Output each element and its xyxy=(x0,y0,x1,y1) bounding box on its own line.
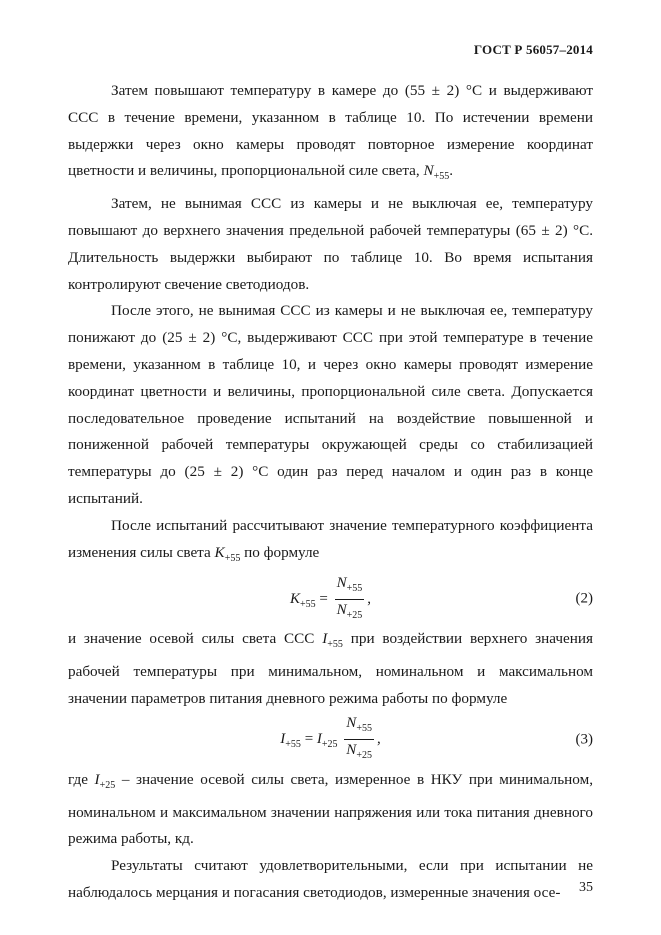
paragraph-2: Затем, не вынимая ССС из камеры и не выключая ее, температуру повышают до верхнего значения предельной рабочей температуры (65 ± 2) °С. Длительность выдержки выбирают по таблице 10. Во время испытания контролируют свечение светодиодов. xyxy=(68,195,593,293)
formula-3-number: (3) xyxy=(575,731,593,748)
paragraph-5 xyxy=(68,626,593,712)
var-i25-sub: +25 xyxy=(99,779,116,791)
var-i-sub: +55 xyxy=(327,639,343,651)
f2-fraction xyxy=(335,574,365,625)
f3-coef-var: I xyxy=(316,731,322,748)
paragraph-1-end: . xyxy=(449,162,454,180)
var-k: K xyxy=(214,543,225,561)
var-k-sub: +55 xyxy=(224,552,241,564)
f3-denominator xyxy=(344,740,374,765)
paragraph-4-tail: по формуле xyxy=(244,543,320,561)
f3-fraction xyxy=(344,714,374,765)
paragraph-6-lead: где xyxy=(68,770,88,788)
var-i: I xyxy=(322,630,328,648)
f3-num-var: N xyxy=(346,715,357,732)
f2-comma: , xyxy=(367,590,372,607)
paragraph-1-text: Затем повышают температуру в камере до (55 ± 2) °С и выдерживают ССС в течение времени, указанном в таблице 10. По истечении времени выдержки через окно камеры проводят повторное измерение координат цветности и величины, пропорциональной силе света, xyxy=(68,82,593,180)
paragraph-6-text: – значение осевой силы света, измеренное в НКУ при минимальном, номинальном и максимальном значении напряжения или тока питания дневного режима работы, кд. xyxy=(68,770,594,848)
f2-lhs-var: K xyxy=(289,590,300,607)
paragraph-5-tail: при воздействии верхнего значения рабочей температуры при минимальном, номинальном и максимальном значении параметров питания дневного режима работы по формуле xyxy=(68,630,593,708)
formula-3-expression xyxy=(280,714,380,765)
f3-den-var: N xyxy=(346,742,357,759)
formula-2-number: (2) xyxy=(575,590,593,607)
f3-numerator xyxy=(344,714,374,740)
f2-den-sub: +25 xyxy=(346,609,363,621)
f3-coef-sub: +25 xyxy=(321,739,338,751)
var-n: N xyxy=(423,162,434,180)
var-n-sub: +55 xyxy=(433,171,450,183)
var-i25: I xyxy=(94,770,100,788)
f3-lhs-var: I xyxy=(280,731,286,748)
paragraph-4 xyxy=(68,513,593,573)
f3-equals: = xyxy=(304,731,314,748)
formula-2 xyxy=(68,572,593,626)
document-body xyxy=(68,78,593,907)
paragraph-3: После этого, не вынимая ССС из камеры и не выключая ее, температуру понижают до (25 ± 2) °С, выдерживают ССС при этой температуре в течение времени, указанном в таблице 10, и через окно камеры проводят измерение координат цветности и величины, пропорциональной силе света. Допускается последовательное проведение испытаний на воздействие повышенной и пониженной рабочей температуры окружающей среды со стабилизацией температуры до (25 ± 2) °С один раз перед началом и один раз в конце испытаний. xyxy=(68,302,593,507)
f2-lhs-sub: +55 xyxy=(300,598,316,610)
paragraph-1 xyxy=(68,78,593,191)
f2-num-sub: +55 xyxy=(346,582,363,594)
f2-den-var: N xyxy=(336,601,347,618)
f2-denominator xyxy=(335,600,365,625)
formula-2-expression xyxy=(290,574,371,625)
paragraph-6 xyxy=(68,767,593,853)
f2-equals: = xyxy=(319,590,328,607)
page-number: 35 xyxy=(579,880,593,895)
f2-num-var: N xyxy=(336,574,347,591)
paragraph-5-text: и значение осевой силы света ССС xyxy=(68,630,315,648)
f3-den-sub: +25 xyxy=(356,750,372,762)
f2-numerator xyxy=(335,574,365,600)
paragraph-7: Результаты считают удовлетворительными, если при испытании не наблюдалось мерцания и погасания светодиодов, измеренные значения осе- xyxy=(68,857,593,902)
document-header: ГОСТ Р 56057–2014 xyxy=(473,42,593,57)
f3-comma: , xyxy=(376,731,381,748)
f3-num-sub: +55 xyxy=(356,723,372,735)
f3-lhs-sub: +55 xyxy=(285,739,301,751)
paragraph-4-text: После испытаний рассчитывают значение температурного коэффициента изменения силы света xyxy=(68,516,593,561)
formula-3 xyxy=(68,713,593,767)
